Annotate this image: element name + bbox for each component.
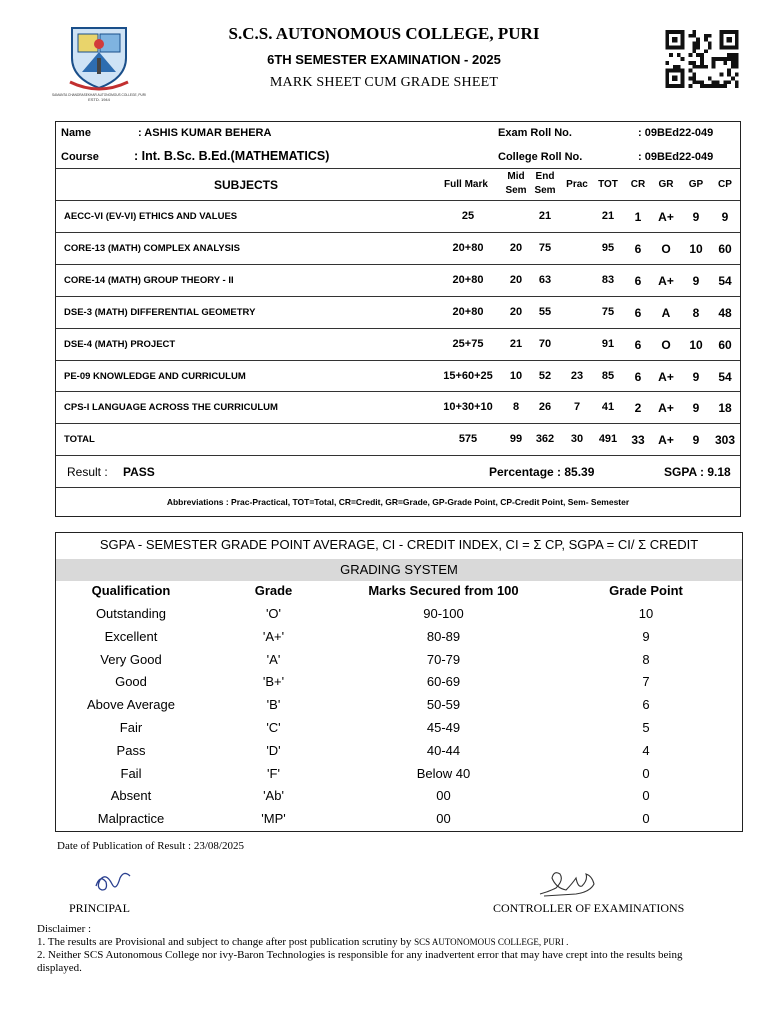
subject-gr: O [661, 337, 671, 352]
subject-mid: 10 [509, 369, 523, 382]
col-mid: Mid [507, 171, 525, 182]
grading-qualification: Excellent [104, 628, 158, 644]
grading-marks-range: 40-44 [426, 742, 461, 758]
subject-name: AECC-VI (EV-VI) ETHICS AND VALUES [64, 211, 238, 222]
subject-gp: 9 [692, 210, 700, 224]
grading-marks-range: 50-59 [426, 697, 461, 713]
subject-mid: 20 [509, 273, 523, 286]
principal-label: PRINCIPAL [69, 901, 130, 915]
abbreviations-row [56, 487, 740, 516]
svg-text:SAMANTA CHANDRASEKHAR AUTONOMO: SAMANTA CHANDRASEKHAR AUTONOMOUS COLLEGE, PURI [52, 93, 146, 97]
disclaimer-title: Disclaimer : [37, 923, 92, 935]
subject-full: 20+80 [452, 241, 484, 254]
grading-header-row [56, 583, 742, 606]
subject-full: 15+60+25 [443, 369, 493, 382]
grading-header-marks: Marks Secured from 100 [368, 583, 519, 598]
subject-full: 20+80 [452, 273, 484, 286]
grading-title: GRADING SYSTEM [56, 559, 742, 581]
sgpa-definition: SGPA - SEMESTER GRADE POINT AVERAGE, CI - CREDIT INDEX, CI = Σ CP, SGPA = CI/ Σ CREDIT [99, 537, 699, 552]
grading-system-box [55, 532, 743, 832]
subject-end: 362 [535, 433, 555, 446]
grading-marks-range: 60-69 [426, 674, 461, 690]
col-tot: TOT [598, 179, 618, 190]
col-cr: CR [630, 179, 646, 190]
disclaimer-1-text: 1. The results are Provisional and subject to change after post publication scrutiny by [37, 936, 415, 948]
subject-tot: 91 [601, 337, 615, 350]
mark-sheet-table [55, 121, 741, 517]
grading-row [56, 652, 742, 675]
grading-grade-point: 5 [642, 720, 650, 735]
subject-tot: 75 [601, 305, 615, 318]
subject-cp: 60 [718, 241, 732, 256]
grading-grade-point: 0 [642, 788, 650, 804]
subject-prac: 30 [570, 433, 584, 446]
subject-end: 63 [538, 273, 552, 286]
grading-grade: 'MP' [261, 811, 286, 827]
grading-marks-range: 70-79 [426, 651, 461, 667]
grading-header-grade: Grade [254, 583, 293, 598]
disclaimer-1-college: SCS AUTONOMOUS COLLEGE, PURI . [414, 937, 569, 947]
subject-gp: 9 [692, 369, 700, 384]
grading-grade: 'D' [266, 742, 281, 758]
col-mid-sem: Sem [505, 185, 527, 196]
grading-grade: 'O' [265, 606, 282, 621]
principal-signature [90, 868, 134, 898]
subject-mid: 8 [512, 401, 520, 414]
result-value: PASS [123, 465, 155, 479]
subject-name: TOTAL [64, 434, 95, 446]
subject-cp: 54 [718, 369, 732, 384]
course-label: Course [61, 151, 99, 163]
subject-gr: A+ [658, 210, 674, 224]
grading-grade: 'Ab' [263, 788, 284, 804]
grading-grade-point: 4 [642, 742, 650, 758]
college-name: S.C.S. AUTONOMOUS COLLEGE, PURI [228, 24, 540, 43]
result-label: Result : [67, 465, 108, 479]
subject-name: DSE-3 (MATH) DIFFERENTIAL GEOMETRY [64, 306, 256, 318]
subject-gr: A [661, 305, 671, 320]
subject-cp: 54 [718, 273, 732, 288]
grading-grade-point: 0 [642, 811, 650, 827]
subject-gp: 10 [689, 241, 703, 256]
grading-header-grade-point: Grade Point [609, 583, 683, 598]
subject-row [56, 360, 740, 392]
grading-marks-range: 00 [436, 811, 451, 827]
subject-gp: 10 [689, 337, 703, 352]
subject-gr: A+ [658, 401, 674, 416]
grading-row [56, 629, 742, 652]
grading-grade-point: 7 [642, 674, 650, 690]
subject-cr: 2 [634, 401, 642, 416]
grading-row [56, 720, 742, 743]
subject-mid: 20 [509, 305, 523, 318]
subject-full: 20+80 [452, 305, 484, 318]
subject-full: 25+75 [452, 337, 484, 350]
subject-gp: 9 [692, 401, 700, 416]
controller-signature [536, 866, 598, 900]
subject-gr: A+ [658, 433, 674, 448]
total-row [56, 423, 740, 455]
col-end: End [535, 171, 555, 182]
abbreviations: Abbreviations : Prac-Practical, TOT=Total, CR=Credit, GR=Grade, GP-Grade Point, CP-Credit Point, Sem- Semester [166, 497, 630, 507]
grading-grade-point: 6 [642, 697, 650, 713]
grading-grade: 'A' [266, 651, 281, 667]
course-value: : Int. B.Sc. B.Ed.(MATHEMATICS) [134, 149, 330, 163]
sgpa: SGPA : 9.18 [664, 465, 731, 479]
subject-cr: 6 [634, 305, 642, 320]
subject-tot: 491 [598, 433, 618, 446]
grading-grade-point: 10 [638, 606, 654, 621]
grading-grade: 'C' [266, 720, 281, 735]
subject-name: PE-09 KNOWLEDGE AND CURRICULUM [64, 370, 246, 382]
subject-gp: 9 [692, 273, 700, 288]
grading-marks-range: 80-89 [426, 628, 461, 644]
disclaimer-2: 2. Neither SCS Autonomous College nor ivy-Baron Technologies is responsible for any inadvertent error that may have crept into the results being displayed. [37, 949, 683, 974]
col-cp: CP [718, 179, 732, 190]
grading-row [56, 674, 742, 697]
subject-tot: 85 [601, 369, 615, 382]
publication-date: Date of Publication of Result : 23/08/2025 [57, 840, 244, 852]
grading-grade: 'B' [266, 697, 281, 713]
grading-row [56, 697, 742, 720]
grading-grade-point: 8 [642, 651, 650, 667]
grading-qualification: Absent [110, 788, 152, 804]
grading-row [56, 606, 742, 629]
grading-qualification: Fail [120, 765, 142, 781]
subject-name: DSE-4 (MATH) PROJECT [64, 338, 176, 350]
subject-row [56, 296, 740, 328]
subject-mid: 21 [509, 337, 523, 350]
subject-prac: 7 [573, 401, 581, 414]
subject-cr: 6 [634, 337, 642, 352]
subject-cp: 60 [718, 337, 732, 352]
subject-row [56, 264, 740, 296]
subject-tot: 41 [601, 401, 615, 414]
subject-name: CORE-14 (MATH) GROUP THEORY - II [64, 274, 234, 286]
subject-row [56, 328, 740, 360]
subject-cp: 9 [721, 210, 729, 224]
grading-qualification: Good [115, 674, 147, 690]
subject-name: CPS-I LANGUAGE ACROSS THE CURRICULUM [64, 402, 278, 414]
grading-marks-range: Below 40 [416, 765, 471, 781]
col-full-mark: Full Mark [444, 179, 488, 190]
college-roll-value: : 09BEd22-049 [638, 151, 714, 163]
exam-roll-label: Exam Roll No. [498, 127, 572, 139]
disclaimer-1 [37, 936, 568, 948]
name-value: : ASHIS KUMAR BEHERA [138, 127, 272, 139]
grading-grade: 'B+' [262, 674, 285, 690]
grading-grade-point: 9 [642, 628, 650, 644]
subject-gp: 9 [692, 433, 700, 448]
name-label: Name [61, 127, 91, 139]
percentage: Percentage : 85.39 [489, 465, 595, 479]
subject-cr: 33 [631, 433, 645, 448]
grading-grade-point: 0 [642, 765, 650, 781]
subject-end: 70 [538, 337, 552, 350]
subject-row [56, 232, 740, 264]
grading-qualification: Fair [119, 720, 143, 735]
grading-row [56, 766, 742, 789]
subject-cr: 6 [634, 241, 642, 256]
sheet-title: MARK SHEET CUM GRADE SHEET [269, 75, 499, 90]
subject-cr: 1 [634, 210, 642, 224]
subject-tot: 21 [601, 210, 615, 222]
subject-end: 55 [538, 305, 552, 318]
grading-row [56, 811, 742, 834]
college-roll-label: College Roll No. [498, 151, 583, 163]
subject-full: 25 [461, 210, 475, 222]
grading-marks-range: 45-49 [426, 720, 461, 735]
subject-end: 26 [538, 401, 552, 414]
subject-gr: A+ [658, 273, 674, 288]
grading-grade: 'F' [267, 765, 280, 781]
subject-tot: 95 [601, 241, 615, 254]
subject-cr: 6 [634, 369, 642, 384]
subject-gp: 8 [692, 305, 700, 320]
subject-tot: 83 [601, 273, 615, 286]
subject-end: 75 [538, 241, 552, 254]
svg-text:ESTD. 1944: ESTD. 1944 [88, 97, 110, 102]
result-row [56, 455, 740, 487]
col-gr: GR [658, 179, 674, 190]
subject-full: 575 [458, 433, 478, 446]
subject-name: CORE-13 (MATH) COMPLEX ANALYSIS [64, 242, 240, 254]
exam-title: 6TH SEMESTER EXAMINATION - 2025 [267, 52, 501, 67]
grading-qualification: Malpractice [97, 811, 165, 827]
grading-marks-range: 90-100 [423, 606, 464, 621]
col-subjects: SUBJECTS [213, 178, 278, 192]
subject-cp: 303 [714, 433, 736, 448]
controller-label: CONTROLLER OF EXAMINATIONS [493, 901, 685, 915]
subject-mid: 99 [509, 433, 523, 446]
col-prac: Prac [566, 179, 588, 190]
subject-full: 10+30+10 [443, 401, 493, 414]
column-header-row [56, 168, 740, 200]
exam-roll-value: : 09BEd22-049 [638, 127, 714, 139]
grading-qualification: Outstanding [95, 606, 167, 621]
subject-gr: A+ [658, 369, 674, 384]
grading-header-qualification: Qualification [91, 583, 171, 598]
grading-qualification: Above Average [87, 697, 175, 713]
subject-mid: 20 [509, 241, 523, 254]
grading-marks-range: 00 [436, 788, 451, 804]
subject-row [56, 200, 740, 232]
grading-row [56, 743, 742, 766]
grading-row [56, 788, 742, 811]
subject-end: 21 [538, 210, 552, 222]
grading-grade: 'A+' [262, 628, 285, 644]
subject-cp: 48 [718, 305, 732, 320]
subject-gr: O [661, 241, 671, 256]
grading-qualification: Very Good [100, 651, 162, 667]
subject-cp: 18 [718, 401, 732, 416]
col-end-sem: Sem [534, 185, 556, 196]
subject-row [56, 391, 740, 423]
subject-prac: 23 [570, 369, 584, 382]
col-gp: GP [688, 179, 704, 190]
grading-qualification: Pass [116, 742, 146, 758]
subject-end: 52 [538, 369, 552, 382]
subject-cr: 6 [634, 273, 642, 288]
